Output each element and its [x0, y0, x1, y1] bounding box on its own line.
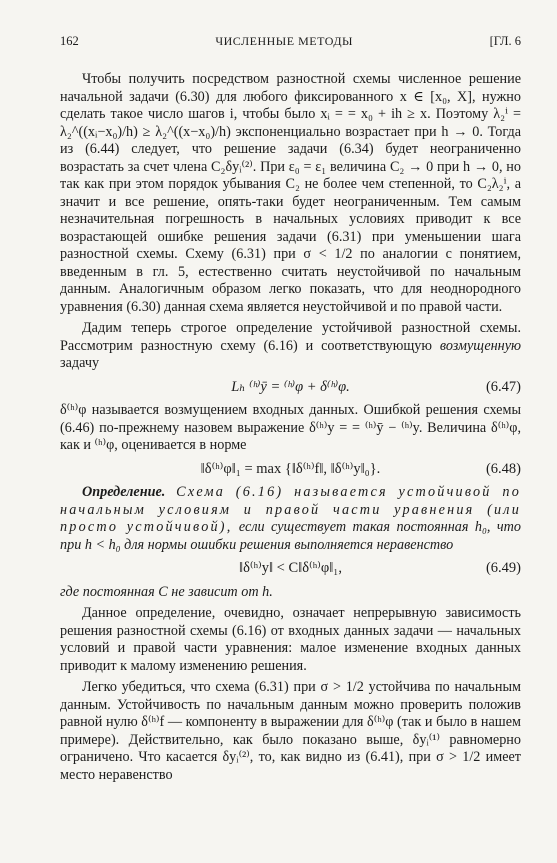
page-body: [60, 71, 521, 784]
paragraph-definition-intro: [60, 320, 521, 373]
paragraph-definition: [60, 484, 521, 554]
paragraph-perturbation: δ⁽ʰ⁾φ называется возмущением входных данных. Ошибкой решения схемы (6.46) по-прежнему назовем выражение δ⁽ʰ⁾y = = ⁽ʰ⁾ȳ − ⁽ʰ⁾y. Величина δ⁽ʰ⁾φ, как и ⁽ʰ⁾φ, оценивается в норме: [60, 402, 521, 453]
equation-6-48: [60, 461, 521, 479]
intro-italic: возмущенную: [439, 337, 521, 354]
page-header: [60, 34, 521, 49]
equation-number: (6.47): [485, 378, 521, 395]
intro-end: задачу: [60, 355, 100, 371]
page-number: 162: [60, 34, 79, 48]
equation-text: Lₕ ⁽ʰ⁾ȳ = ⁽ʰ⁾φ + δ⁽ʰ⁾φ.: [231, 378, 350, 395]
equation-number: (6.48): [485, 460, 521, 477]
equation-text: ‖δ⁽ʰ⁾φ‖₁ = max {‖δ⁽ʰ⁾f‖, ‖δ⁽ʰ⁾y‖₀}.: [200, 460, 381, 477]
equation-6-49: [60, 560, 521, 578]
definition-spaced: Схема (6.16) называется устойчивой по начальным условиям и правой части уравнения (или просто устойчивой),: [60, 484, 521, 535]
chapter-label: [ГЛ. 6: [489, 34, 521, 48]
definition-rest: если существует такая постоянная h₀, что при h < h₀ для нормы ошибки решения выполняется неравенство: [60, 519, 521, 553]
paragraph-stability-check: Легко убедиться, что схема (6.31) при σ > 1/2 устойчива по начальным данным. Устойчивость по начальным данным можно проверить положив равной нулю δ⁽ʰ⁾f — компоненту в выражении для δ⁽ʰ⁾φ (так и было в нашем примере). Действительно, как было показано выше, δyᵢ⁽¹⁾ равномерно ограничено. Что касается δyᵢ⁽²⁾, то, как видно из (6.41), при σ > 1/2 имеет место неравенство: [60, 679, 521, 783]
definition-heading: Определение.: [82, 484, 166, 500]
running-title: ЧИСЛЕННЫЕ МЕТОДЫ: [215, 34, 353, 48]
paragraph-continuity: Данное определение, очевидно, означает непрерывную зависимость решения разностной схемы (6.16) от входных данных задачи — начальных условий и правой части уравнения: малое изменение входных данных приводит к малому изменению решения.: [60, 605, 521, 674]
intro-text: Дадим теперь строгое определение устойчивой разностной схемы. Рассмотрим разностную схему (6.16) и соответствующую: [60, 320, 521, 354]
equation-6-47: [60, 379, 521, 397]
paragraph-instability: Чтобы получить посредством разностной схемы численное решение начальной задачи (6.30) для любого фиксированного x ∈ [x₀, X], нужно сделать такое число шагов i, чтобы было xᵢ = = x₀ + ih ≥ x. Поэтому λ₂ⁱ = λ₂^((xᵢ−x₀)/h) ≥ λ₂^((x−x₀)/h) экспоненциально возрастает при h → 0. Тогда из (6.44) следует, что решение задачи (6.34) будет неограниченно возрастать за счет члена C₂δyᵢ⁽²⁾. При ε₀ = ε₁ величина C₂ → 0 при h → 0, но так как при этом порядок убывания C₂ не более чем степенной, то C₂λ₂ⁱ, а значит и все решение, опять-таки будет неограниченным. Тем самым незначительная погрешность в начальных условиях приводит к все возрастающей ошибке решения задачи (6.31) при уменьшении шага разностной схемы. Схему (6.31) при σ < 1/2 по аналогии с понятием, введенным в гл. 5, естественно считать неустойчивой по начальным данным. Аналогичным образом легко показать, что для неоднородного уравнения (6.30) данная схема является неустойчивой и по правой части.: [60, 71, 521, 315]
equation-number: (6.49): [485, 560, 521, 576]
equation-text: ‖δ⁽ʰ⁾y‖ < C‖δ⁽ʰ⁾φ‖₁,: [239, 560, 342, 576]
paragraph-constant: где постоянная C не зависит от h.: [60, 583, 273, 600]
